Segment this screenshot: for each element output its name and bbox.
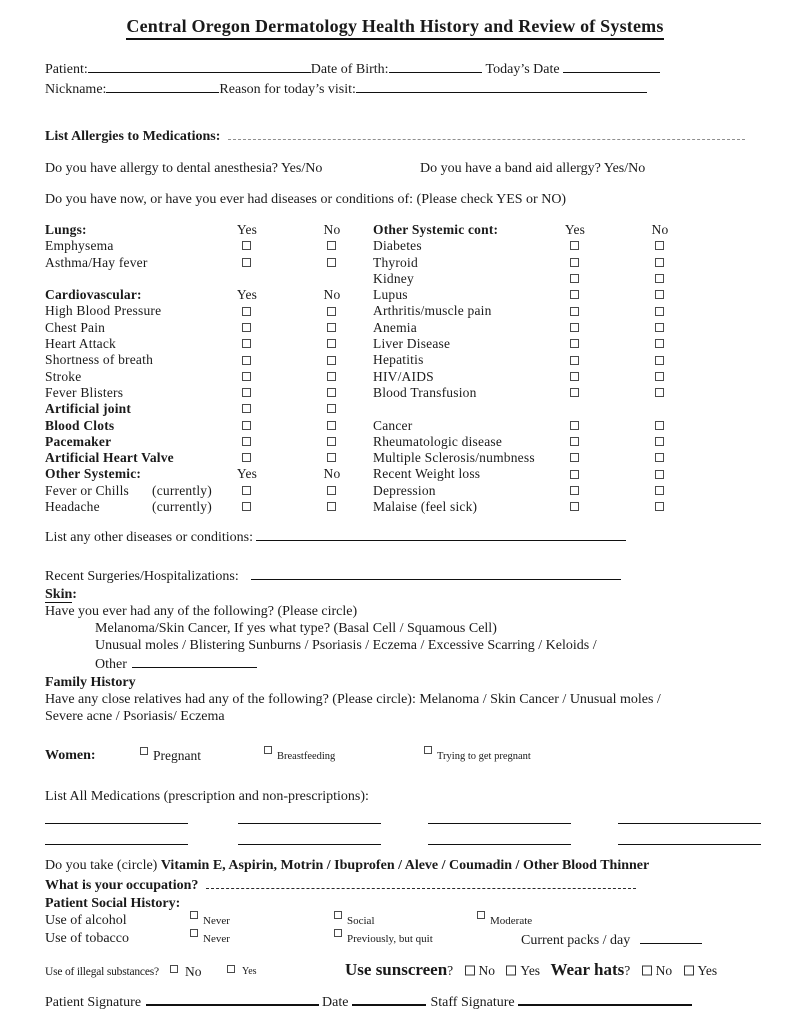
nickname-label: Nickname: <box>45 82 107 97</box>
condition-label: Shortness of breath <box>45 352 154 368</box>
no-checkbox[interactable] <box>655 356 664 365</box>
no-checkbox[interactable] <box>655 502 664 511</box>
skin-other-row <box>45 654 745 673</box>
no-checkbox[interactable] <box>655 470 664 479</box>
no-checkbox[interactable] <box>655 388 664 397</box>
no-checkbox[interactable] <box>655 241 664 250</box>
hats-yes-label: Yes <box>697 963 718 979</box>
women-option-label: Trying to get pregnant <box>437 751 531 763</box>
medication-field[interactable] <box>428 831 571 845</box>
checklist-right-cell <box>373 303 745 319</box>
condition-label: HIV/AIDS <box>373 368 434 384</box>
illegal-substances-label: Use of illegal substances? <box>45 966 159 979</box>
yes-checkbox[interactable] <box>242 307 251 316</box>
yes-checkbox[interactable] <box>242 421 251 430</box>
yes-checkbox[interactable] <box>570 307 579 316</box>
sunscreen-no-checkbox[interactable] <box>465 966 475 976</box>
no-checkbox[interactable] <box>655 372 664 381</box>
section-label: Other Systemic: <box>45 466 142 482</box>
sunscreen-hats-cluster <box>345 959 717 981</box>
checklist-left-cell <box>45 336 373 352</box>
condition-label: Fever or Chills <box>45 482 129 498</box>
women-checkbox[interactable] <box>424 746 432 754</box>
checklist-left-cell <box>45 369 373 385</box>
checklist-row <box>45 320 745 336</box>
alcohol-checkbox[interactable] <box>477 911 485 919</box>
no-checkbox[interactable] <box>655 323 664 332</box>
yes-checkbox[interactable] <box>570 274 579 283</box>
social-history-heading: Patient Social History: <box>45 896 181 912</box>
sunscreen-no-label: No <box>478 963 496 979</box>
alcohol-checkbox[interactable] <box>334 911 342 919</box>
checklist-right-cell <box>373 434 745 450</box>
condition-label: Cancer <box>373 417 413 433</box>
skin-other-field[interactable] <box>132 654 257 668</box>
tobacco-checkbox[interactable] <box>334 929 342 937</box>
condition-label: Kidney <box>373 270 414 286</box>
checklist-right-cell <box>373 222 745 238</box>
tobacco-option <box>334 930 433 949</box>
checklist-right-cell <box>373 271 745 287</box>
checklist-left-cell <box>45 287 373 303</box>
checklist-right-cell <box>373 352 745 368</box>
condition-label: Asthma/Hay fever <box>45 254 148 270</box>
women-option-label: Pregnant <box>153 748 201 764</box>
no-checkbox[interactable] <box>327 356 336 365</box>
tobacco-label: Use of tobacco <box>45 930 129 946</box>
no-column-header: No <box>323 222 341 237</box>
illegal-no-checkbox[interactable] <box>170 965 178 973</box>
no-checkbox[interactable] <box>655 274 664 283</box>
alcohol-option-label: Social <box>347 915 375 928</box>
checklist-row <box>45 336 745 352</box>
alcohol-label: Use of alcohol <box>45 913 127 929</box>
blood-thinner-row <box>45 857 745 875</box>
hats-no-label: No <box>655 963 673 979</box>
checklist-right-cell <box>373 320 745 336</box>
skin-line2: Unusual moles / Blistering Sunburns / Psoriasis / Eczema / Excessive Scarring / Keloids / <box>95 638 597 654</box>
checklist-right-cell <box>373 499 745 515</box>
blood-thinner-list: Vitamin E, Aspirin, Motrin / Ibuprofen / Aleve / Coumadin / Other Blood Thinner <box>160 858 650 874</box>
yes-column-header: Yes <box>564 222 586 237</box>
skin-other-label: Other <box>95 657 127 673</box>
skin-heading-colon: : <box>72 587 77 603</box>
checklist-right-cell <box>373 418 745 434</box>
checklist-right-cell <box>373 336 745 352</box>
yes-checkbox[interactable] <box>570 502 579 511</box>
checklist-row <box>45 466 745 482</box>
condition-label: Blood Transfusion <box>373 384 477 400</box>
condition-note: (currently) <box>152 499 212 515</box>
condition-label: Anemia <box>373 319 417 335</box>
yes-checkbox[interactable] <box>242 502 251 511</box>
women-option-label: Breastfeeding <box>277 751 336 763</box>
medication-field[interactable] <box>428 810 571 824</box>
medication-field[interactable] <box>618 810 761 824</box>
checklist-left-cell <box>45 385 373 401</box>
checklist-left-cell <box>45 499 373 515</box>
checklist-left-cell <box>45 238 373 254</box>
tobacco-option <box>190 930 230 949</box>
condition-label: Lupus <box>373 287 408 303</box>
no-checkbox[interactable] <box>327 437 336 446</box>
yes-checkbox[interactable] <box>242 404 251 413</box>
tobacco-option-label: Previously, but quit <box>347 932 433 945</box>
yes-checkbox[interactable] <box>570 323 579 332</box>
no-checkbox[interactable] <box>327 502 336 511</box>
yes-column-header: Yes <box>236 222 258 237</box>
checklist-left-cell <box>45 352 373 368</box>
skin-line1: Melanoma/Skin Cancer, If yes what type? (Basal Cell / Squamous Cell) <box>95 621 497 637</box>
bottom-questions-row <box>45 961 745 982</box>
checklist-left-cell <box>45 255 373 271</box>
no-checkbox[interactable] <box>327 258 336 267</box>
patient-label: Patient: <box>45 62 88 77</box>
section-label: Cardiovascular: <box>45 287 142 303</box>
diseases-intro: Do you have now, or have you ever had diseases or conditions of: (Please check YES or NO) <box>45 192 567 207</box>
yes-checkbox[interactable] <box>570 388 579 397</box>
reason-label: Reason for today’s visit: <box>219 82 356 97</box>
condition-label: Liver Disease <box>373 336 451 352</box>
checklist-left-cell <box>45 222 373 238</box>
no-checkbox[interactable] <box>655 421 664 430</box>
medication-lines-row1 <box>45 805 745 826</box>
women-option <box>264 746 335 767</box>
staff-signature-label: Staff Signature <box>430 995 515 1011</box>
allergy-questions-row <box>45 160 745 178</box>
occupation-field[interactable] <box>206 875 636 889</box>
women-option <box>140 746 201 767</box>
checklist-row <box>45 434 745 450</box>
todays-date-field[interactable] <box>563 59 660 73</box>
no-checkbox[interactable] <box>327 339 336 348</box>
condition-label: Fever Blisters <box>45 384 124 400</box>
condition-label: Thyroid <box>373 254 418 270</box>
section-label: Other Systemic cont: <box>373 222 499 237</box>
medications-label: List All Medications (prescription and non-prescriptions): <box>45 789 369 805</box>
condition-label: Pacemaker <box>45 433 112 449</box>
surgeries-row <box>45 566 745 585</box>
sunscreen-qmark: ? <box>447 963 454 979</box>
yes-column-header: Yes <box>236 466 258 482</box>
women-checkbox[interactable] <box>264 746 272 754</box>
medication-field[interactable] <box>238 831 381 845</box>
packs-field[interactable] <box>640 930 702 944</box>
no-checkbox[interactable] <box>327 323 336 332</box>
no-checkbox[interactable] <box>655 258 664 267</box>
checklist-right-cell <box>373 287 745 303</box>
skin-heading-text: Skin <box>45 587 73 603</box>
staff-signature-field[interactable] <box>518 991 692 1006</box>
checklist-right-cell <box>373 369 745 385</box>
patient-signature-field[interactable] <box>146 991 319 1006</box>
condition-label: Recent Weight loss <box>373 466 481 482</box>
use-sunscreen-label: Use sunscreen <box>345 960 448 980</box>
no-checkbox[interactable] <box>655 437 664 446</box>
checklist-row <box>45 222 745 238</box>
section-label: Lungs: <box>45 222 87 237</box>
no-checkbox[interactable] <box>327 486 336 495</box>
checklist-row <box>45 499 745 515</box>
dob-label: Date of Birth: <box>310 62 389 77</box>
condition-label: Hepatitis <box>373 352 424 368</box>
alcohol-option-label: Never <box>203 915 230 928</box>
bandaid-question: Do you have a band aid allergy? Yes/No <box>420 161 646 176</box>
no-checkbox[interactable] <box>655 307 664 316</box>
checklist-row <box>45 287 745 303</box>
medication-field[interactable] <box>45 810 188 824</box>
signature-row <box>45 991 745 1011</box>
women-row <box>45 746 745 766</box>
checklist-left-cell <box>45 401 373 417</box>
no-checkbox[interactable] <box>327 453 336 462</box>
skin-question: Have you ever had any of the following? (Please circle) <box>45 604 358 620</box>
tobacco-row <box>45 930 745 948</box>
sunscreen-yes-checkbox[interactable] <box>506 966 516 976</box>
family-line1: Have any close relatives had any of the following? (Please circle): Melanoma / Skin Cancer / Unusual moles / <box>45 692 661 708</box>
patient-field[interactable] <box>88 59 311 73</box>
checklist-left-cell <box>45 303 373 319</box>
date-field[interactable] <box>352 991 426 1006</box>
checklist-right-cell <box>373 483 745 499</box>
yes-checkbox[interactable] <box>570 421 579 430</box>
family-line2: Severe acne / Psoriasis/ Eczema <box>45 709 225 725</box>
yes-checkbox[interactable] <box>570 486 579 495</box>
wear-hats-label: Wear hats <box>550 960 625 980</box>
condition-label: High Blood Pressure <box>45 303 162 319</box>
yes-checkbox[interactable] <box>242 323 251 332</box>
condition-label: Stroke <box>45 368 82 384</box>
tobacco-checkbox[interactable] <box>190 929 198 937</box>
condition-label: Arthritis/muscle pain <box>373 303 492 319</box>
checklist-right-cell <box>373 401 745 417</box>
no-column-header: No <box>323 287 341 303</box>
medication-field[interactable] <box>618 831 761 845</box>
yes-column-header: Yes <box>236 287 258 303</box>
checklist-left-cell <box>45 271 373 287</box>
women-checkbox[interactable] <box>140 747 148 755</box>
condition-label: Malaise (feel sick) <box>373 499 478 515</box>
alcohol-option <box>477 912 532 931</box>
checklist-row <box>45 238 745 254</box>
condition-label: Rheumatologic disease <box>373 433 503 449</box>
surgeries-field[interactable] <box>251 566 621 580</box>
illegal-no-label: No <box>185 964 202 980</box>
nickname-field[interactable] <box>106 79 219 93</box>
yes-checkbox[interactable] <box>242 437 251 446</box>
title-wrap <box>45 16 745 40</box>
checklist-row <box>45 271 745 287</box>
yes-checkbox[interactable] <box>242 356 251 365</box>
dental-anesthesia-question: Do you have allergy to dental anesthesia? Yes/No <box>45 161 323 176</box>
checklist-row <box>45 418 745 434</box>
checklist-row <box>45 369 745 385</box>
checklist-row <box>45 303 745 319</box>
allergies-field[interactable] <box>228 125 745 140</box>
no-checkbox[interactable] <box>327 404 336 413</box>
checklist-right-cell <box>373 466 745 482</box>
checklist-left-cell <box>45 320 373 336</box>
checklist-right-cell <box>373 255 745 271</box>
yes-checkbox[interactable] <box>570 470 579 479</box>
checklist-row <box>45 401 745 417</box>
skin-heading <box>45 586 745 603</box>
yes-checkbox[interactable] <box>570 437 579 446</box>
condition-label: Blood Clots <box>45 417 115 433</box>
illegal-yes-checkbox[interactable] <box>227 965 235 973</box>
checklist-left-cell <box>45 483 373 499</box>
women-colon: : <box>90 748 96 764</box>
checklist-right-cell <box>373 238 745 254</box>
checklist-row <box>45 352 745 368</box>
checklist-right-cell <box>373 450 745 466</box>
yes-checkbox[interactable] <box>242 453 251 462</box>
reason-field[interactable] <box>356 79 647 93</box>
tobacco-option-label: Never <box>203 932 230 945</box>
checklist-left-cell <box>45 466 373 482</box>
todays-date-label: Today’s Date <box>485 62 560 77</box>
packs-group <box>521 930 702 950</box>
condition-label: Emphysema <box>45 238 114 254</box>
alcohol-checkbox[interactable] <box>190 911 198 919</box>
yes-checkbox[interactable] <box>570 290 579 299</box>
yes-checkbox[interactable] <box>242 388 251 397</box>
illegal-yes-label: Yes <box>242 966 257 978</box>
nickname-row <box>45 79 745 98</box>
alcohol-row <box>45 912 745 930</box>
no-checkbox[interactable] <box>327 388 336 397</box>
packs-label: Current packs / day <box>521 932 631 948</box>
yes-checkbox[interactable] <box>570 339 579 348</box>
checklist-row <box>45 255 745 271</box>
condition-label: Depression <box>373 482 436 498</box>
dob-field[interactable] <box>389 59 482 73</box>
other-diseases-row <box>45 527 745 546</box>
no-checkbox[interactable] <box>655 290 664 299</box>
date-label: Date <box>322 995 349 1011</box>
women-label: Women <box>45 748 91 764</box>
yes-checkbox[interactable] <box>570 241 579 250</box>
hats-qmark: ? <box>624 963 631 979</box>
yes-checkbox[interactable] <box>570 453 579 462</box>
condition-label: Headache <box>45 499 100 515</box>
occupation-label: What is your occupation? <box>45 878 199 894</box>
checklist-row <box>45 450 745 466</box>
no-checkbox[interactable] <box>327 372 336 381</box>
condition-note: (currently) <box>152 482 212 498</box>
yes-checkbox[interactable] <box>570 372 579 381</box>
alcohol-option-label: Moderate <box>490 915 533 928</box>
yes-checkbox[interactable] <box>242 258 251 267</box>
women-option <box>424 746 531 767</box>
no-checkbox[interactable] <box>655 453 664 462</box>
no-checkbox[interactable] <box>327 307 336 316</box>
yes-checkbox[interactable] <box>242 372 251 381</box>
checklist-left-cell <box>45 450 373 466</box>
form-title: Central Oregon Dermatology Health History and Review of Systems <box>126 16 663 40</box>
no-column-header: No <box>651 222 669 237</box>
surgeries-label: Recent Surgeries/Hospitalizations: <box>45 569 239 585</box>
sunscreen-yes-label: Yes <box>520 963 541 979</box>
medication-lines-row2 <box>45 826 745 847</box>
condition-label: Artificial Heart Valve <box>45 450 174 466</box>
checklist-left-cell <box>45 418 373 434</box>
family-history-heading: Family History <box>45 675 136 691</box>
condition-label: Artificial joint <box>45 401 132 417</box>
checklist-left-cell <box>45 434 373 450</box>
other-diseases-label: List any other diseases or conditions: <box>45 530 254 546</box>
hats-no-checkbox[interactable] <box>642 966 652 976</box>
medication-field[interactable] <box>238 810 381 824</box>
patient-row <box>45 59 745 78</box>
no-checkbox[interactable] <box>327 241 336 250</box>
occupation-row <box>45 875 745 895</box>
yes-checkbox[interactable] <box>242 241 251 250</box>
checklist-row <box>45 483 745 499</box>
disease-checklist <box>45 222 745 515</box>
no-checkbox[interactable] <box>327 421 336 430</box>
yes-checkbox[interactable] <box>570 356 579 365</box>
medication-field[interactable] <box>45 831 188 845</box>
no-checkbox[interactable] <box>655 486 664 495</box>
allergies-row <box>45 125 745 145</box>
other-diseases-field[interactable] <box>256 527 626 541</box>
patient-signature-label: Patient Signature <box>45 995 142 1011</box>
blood-thinner-prefix: Do you take (circle) <box>45 858 161 874</box>
condition-label: Heart Attack <box>45 336 116 352</box>
yes-checkbox[interactable] <box>570 258 579 267</box>
condition-label: Multiple Sclerosis/numbness <box>373 450 535 466</box>
no-checkbox[interactable] <box>655 339 664 348</box>
checklist-row <box>45 385 745 401</box>
condition-label: Diabetes <box>373 238 422 254</box>
allergies-label: List Allergies to Medications: <box>45 129 221 144</box>
checklist-right-cell <box>373 385 745 401</box>
hats-yes-checkbox[interactable] <box>684 966 694 976</box>
no-column-header: No <box>323 466 341 482</box>
yes-checkbox[interactable] <box>242 339 251 348</box>
condition-label: Chest Pain <box>45 319 106 335</box>
yes-checkbox[interactable] <box>242 486 251 495</box>
